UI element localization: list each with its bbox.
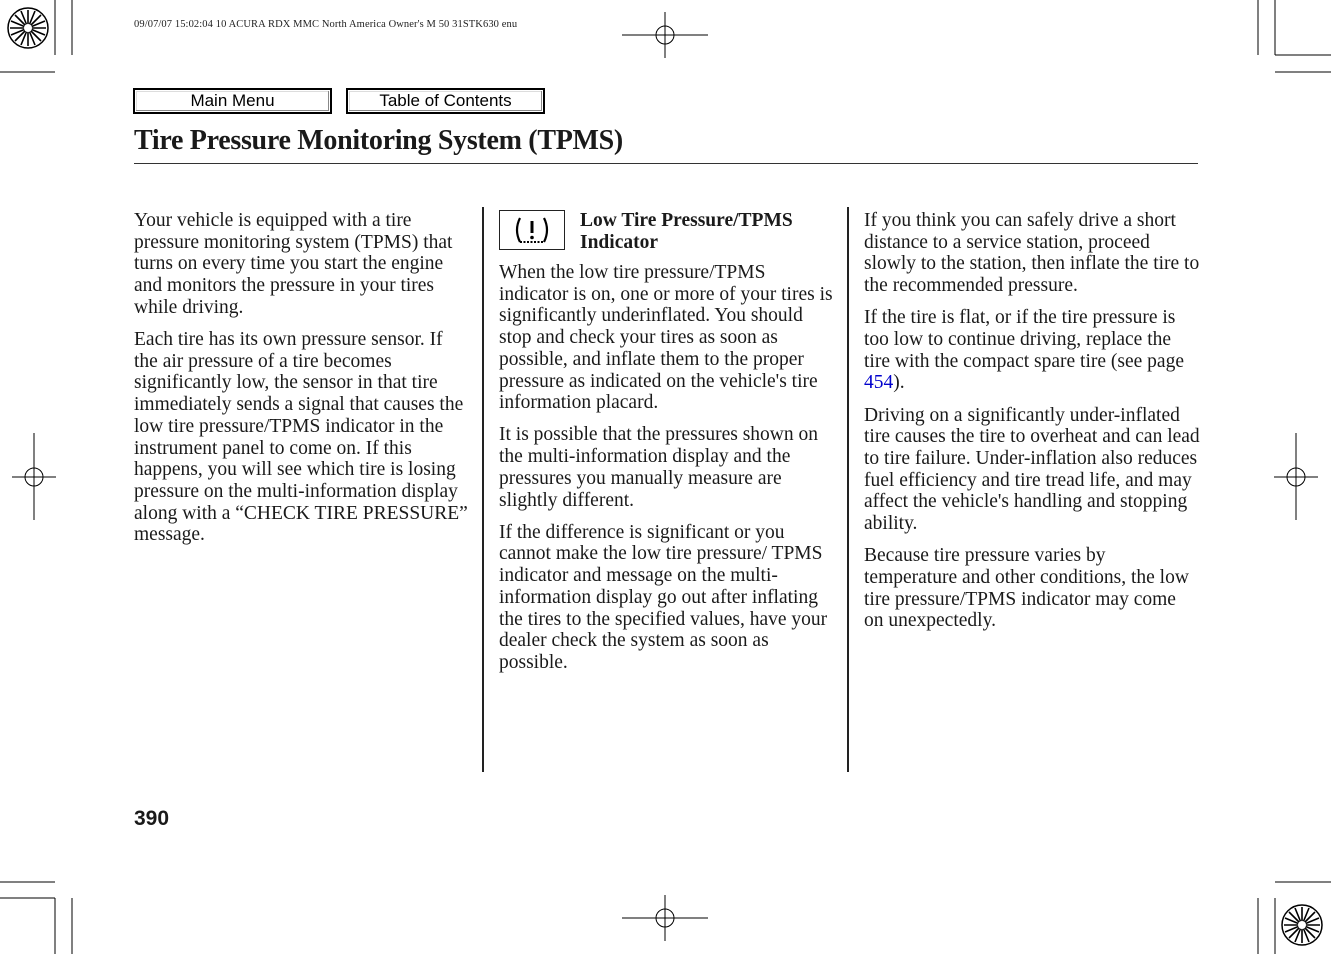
title-divider (134, 163, 1198, 164)
main-menu-button[interactable]: Main Menu (133, 88, 332, 114)
page-title: Tire Pressure Monitoring System (TPMS) (134, 125, 623, 156)
col3-paragraph-2-text: If the tire is flat, or if the tire pressure is too low to continue driving, replace the tire with the compact spare tire (see page (864, 307, 1184, 372)
tpms-warning-icon (499, 210, 565, 250)
col1-paragraph-2: Each tire has its own pressure sensor. If the air pressure of a tire becomes significantly low, the sensor in that tire immediately sends a signal that causes the low tire pressure/TPMS indicator in the instrument panel to come on. If this happens, you will see which tire is losing pressure on the multi-information display along with a “CHECK TIRE PRESSURE” message. (134, 329, 468, 546)
col3-paragraph-1: If you think you can safely drive a short distance to a service station, proceed slowly to the station, then inflate the tire to the recommended pressure. (864, 210, 1200, 297)
col2-paragraph-3: If the difference is significant or you cannot make the low tire pressure/ TPMS indicator and message on the multi-information display go out after inflating the tires to the specified values, have your dealer check the system as soon as possible. (499, 521, 828, 673)
bottom-right-starburst-icon (1282, 905, 1322, 945)
column-3 (864, 210, 1200, 643)
print-metadata: 09/07/07 15:02:04 10 ACURA RDX MMC North America Owner's M 50 31STK630 enu (134, 19, 518, 30)
left-crosshair-icon (12, 433, 56, 520)
col3-paragraph-2-end: ). (893, 372, 905, 394)
page-number: 390 (134, 807, 170, 830)
top-left-starburst-icon (8, 8, 48, 48)
table-of-contents-button[interactable]: Table of Contents (346, 88, 545, 114)
col3-paragraph-3: Driving on a significantly under-inflated tire causes the tire to overheat and can lead to tire failure. Under-inflation also reduces fuel efficiency and tire tread life, and may affect the vehicle's handling and stopping ability. (864, 404, 1200, 535)
col2-paragraph-1: When the low tire pressure/TPMS indicator is on, one or more of your tires is significantly underinflated. You should stop and check your tires as soon as possible, and inflate them to the proper pressure as indicated on the vehicle's tire information placard. (499, 262, 833, 414)
column-divider-1 (482, 207, 484, 772)
column-divider-2 (847, 207, 849, 772)
right-crosshair-icon (1274, 433, 1318, 520)
column-2 (499, 262, 835, 684)
column-1 (134, 210, 470, 557)
col3-paragraph-2 (864, 307, 1200, 394)
bottom-center-crosshair-icon (622, 895, 708, 941)
col3-paragraph-4: Because tire pressure varies by temperature and other conditions, the low tire pressure/TPMS indicator may come on unexpectedly. (864, 545, 1189, 632)
top-center-crosshair-icon (622, 12, 708, 58)
indicator-heading: Low Tire Pressure/TPMS Indicator (580, 210, 793, 253)
col1-paragraph-1: Your vehicle is equipped with a tire pressure monitoring system (TPMS) that turns on every time you start the engine and monitors the pressure in your tires while driving. (134, 210, 453, 318)
page-454-link[interactable]: 454 (864, 372, 894, 394)
col2-paragraph-2: It is possible that the pressures shown on the multi-information display and the pressures you manually measure are slightly different. (499, 424, 819, 511)
